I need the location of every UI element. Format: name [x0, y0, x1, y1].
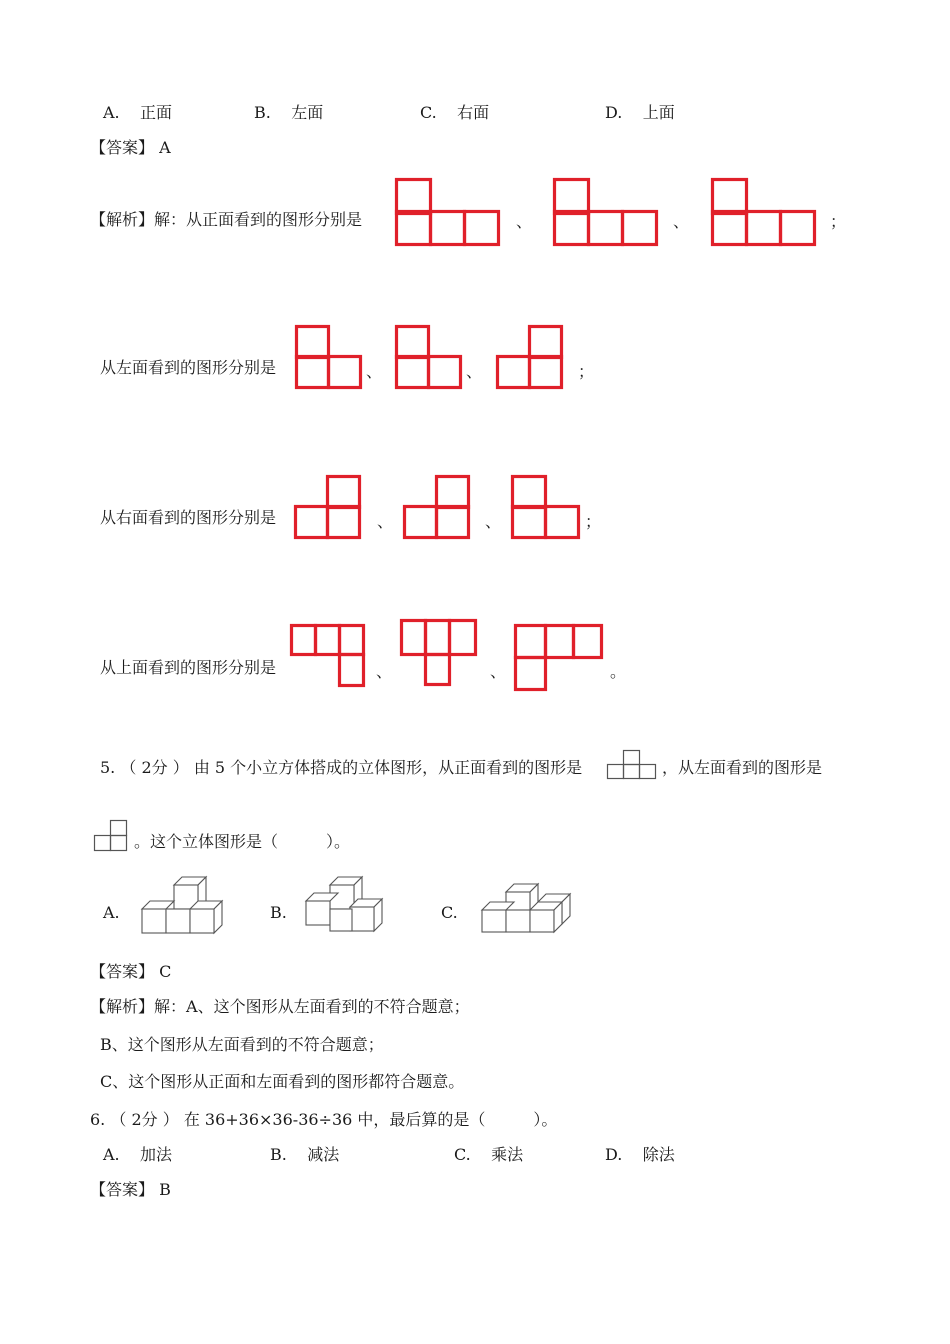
q4-answer: 【答案】 A	[90, 138, 171, 157]
q5-option-c-cubes	[478, 880, 574, 936]
separator: 、	[490, 662, 507, 681]
q5-analysis-line-2: B、这个图形从左面看到的不符合题意；	[100, 1035, 384, 1054]
top-view-figure-1	[290, 624, 368, 688]
q5-front-view-icon	[604, 748, 660, 782]
q5-stem-part3: 。这个立体图形是（ ）。	[134, 832, 351, 851]
separator: 、	[485, 512, 502, 531]
q4-analysis-right: 从右面看到的图形分别是	[100, 508, 277, 527]
q6-option-c: C. 乘法	[454, 1145, 524, 1164]
q5-option-c-label: C.	[441, 903, 458, 922]
q4-analysis-top: 从上面看到的图形分别是	[100, 658, 277, 677]
separator: 、	[376, 662, 393, 681]
q6-option-d: D. 除法	[605, 1145, 675, 1164]
left-view-figure-2	[395, 325, 463, 389]
q5-option-b-label: B.	[270, 903, 287, 922]
front-view-figure-2	[553, 178, 659, 246]
separator: 、	[516, 212, 533, 231]
separator: 、	[377, 512, 394, 531]
separator: 、	[366, 362, 383, 381]
top-view-figure-3	[514, 624, 606, 692]
semicolon: ；	[578, 362, 595, 381]
q5-option-a-label: A.	[103, 903, 120, 922]
q4-analysis-left: 从左面看到的图形分别是	[100, 358, 277, 377]
q5-option-a-cubes	[138, 875, 234, 935]
right-view-figure-3	[511, 475, 581, 539]
period: 。	[610, 662, 627, 681]
q4-option-c: C. 右面	[420, 103, 490, 122]
left-view-figure-3	[496, 325, 564, 389]
right-view-figure-1	[294, 475, 362, 539]
q6-option-a: A. 加法	[103, 1145, 172, 1164]
q5-analysis-line-3: C、这个图形从正面和左面看到的图形都符合题意。	[100, 1072, 465, 1091]
q5-stem-line1: 5. （ 2分 ） 由 5 个小立方体搭成的立体图形，从正面看到的图形是	[100, 758, 583, 777]
q4-analysis-front: 【解析】解：从正面看到的图形分别是	[90, 210, 363, 229]
q5-stem-part2: ，从左面看到的图形是	[662, 758, 823, 777]
right-view-figure-2	[403, 475, 471, 539]
semicolon: ；	[585, 512, 602, 531]
q4-option-a: A. 正面	[103, 103, 172, 122]
q6-stem: 6. （ 2分 ） 在 36+36×36-36÷36 中，最后算的是（ ）。	[90, 1110, 558, 1129]
left-view-figure-1	[295, 325, 363, 389]
front-view-figure-1	[395, 178, 501, 246]
q5-option-b-cubes	[302, 875, 392, 935]
separator: 、	[673, 212, 690, 231]
top-view-figure-2	[400, 619, 480, 687]
q5-left-view-icon	[91, 818, 133, 854]
q4-option-d: D. 上面	[605, 103, 675, 122]
separator: 、	[466, 362, 483, 381]
q6-option-b: B. 减法	[270, 1145, 340, 1164]
q6-answer: 【答案】 B	[90, 1180, 171, 1199]
q5-analysis-line-1: 【解析】解：A、这个图形从左面看到的不符合题意；	[90, 997, 470, 1016]
semicolon: ；	[830, 212, 847, 231]
q5-answer: 【答案】 C	[90, 962, 172, 981]
front-view-figure-3	[711, 178, 817, 246]
q4-option-b: B. 左面	[254, 103, 324, 122]
